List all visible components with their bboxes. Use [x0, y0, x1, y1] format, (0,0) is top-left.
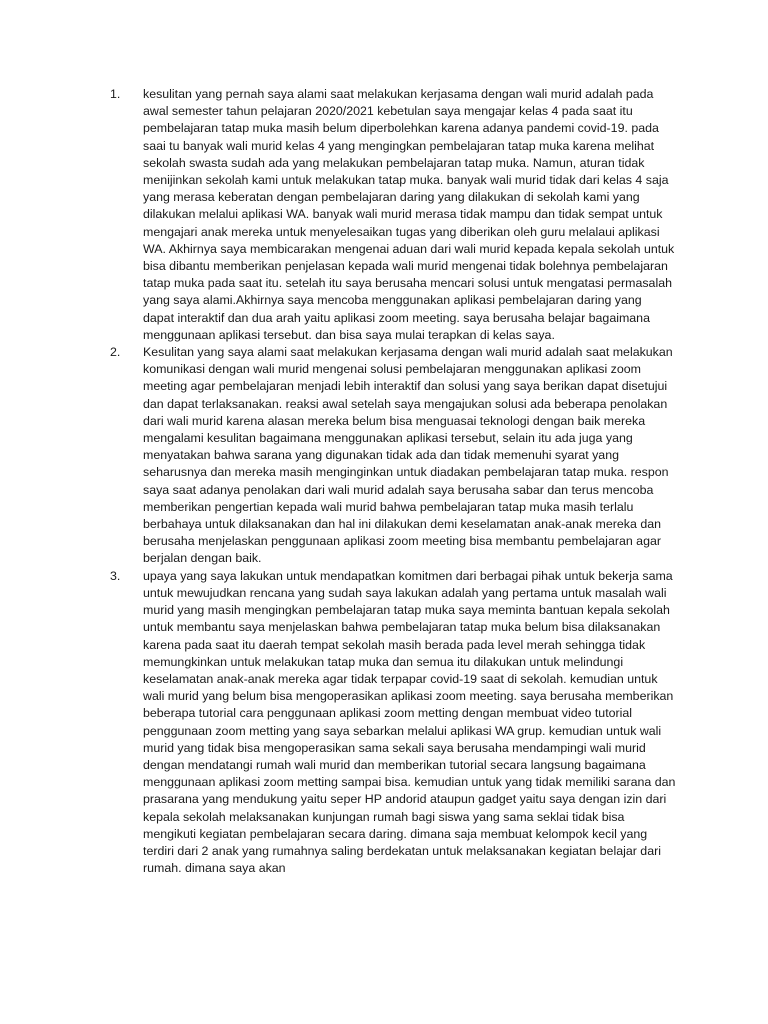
list-item-text: upaya yang saya lakukan untuk mendapatkan komitmen dari berbagai pihak untuk bekerja sama untuk mewujudkan rencana yang sudah saya lakukan adalah yang pertama untuk masalah wali murid yang masih mengingkan pembelajaran tatap muka saya meminta bantuan kepala sekolah untuk membantu saya menjelaskan bahwa pembelajaran tatap muka belum bisa dilaksanakan karena pada saat itu daerah tempat sekolah masih berada pada level merah sehingga tidak memungkinkan untuk melakukan tatap muka dan semua itu dilakukan untuk melindungi keselamatan anak-anak mereka agar tidak terpapar covid-19 saat di sekolah. kemudian untuk wali murid yang belum bisa mengoperasikan aplikasi zoom meeting. saya berusaha memberikan beberapa tutorial cara penggunaan aplikasi zoom metting dengan membuat video tutorial penggunaan zoom metting yang saya sebarkan melalui aplikasi WA grup. kemudian untuk wali murid yang tidak bisa mengoperasikan sama sekali saya berusaha mendampingi wali murid dengan mendatangi rumah wali murid dan memberikan tutorial secara langsung bagaimana menggunaan aplikasi zoom metting sampai bisa. kemudian untuk yang tidak memiliki sarana dan prasarana yang mendukung yaitu seper HP andorid ataupun gadget yaitu saya dengan izin dari kepala sekolah melaksanakan kunjungan rumah bagi siswa yang sama seklai tidak bisa mengikuti kegiatan pembelajaran secara daring. dimana saja membuat kelompok kecil yang terdiri dari 2 anak yang rumahnya saling berdekatan untuk melaksanakan kegiatan belajar dari rumah. dimana saya akan: [143, 568, 676, 876]
numbered-list: [106, 86, 676, 877]
list-item-text: Kesulitan yang saya alami saat melakukan kerjasama dengan wali murid adalah saat melakukan komunikasi dengan wali murid mengenai solusi pembelajaran menggunakan aplikasi zoom meeting agar pembelajaran menjadi lebih interaktif dan solusi yang saya berikan dapat disetujui dan dapat terlaksanakan. reaksi awal setelah saya mengajukan solusi ada beberapa penolakan dari wali murid karena alasan mereka belum bisa menguasai teknologi dengan baik mereka mengalami kesulitan bagaimana menggunakan aplikasi tersebut, selain itu ada juga yang menyatakan bahwa sarana yang digunakan tidak ada dan tidak memenuhi syarat yang seharusnya dan mereka masih menginginkan untuk diadakan pembelajaran tatap muka. respon saya saat adanya penolakan dari wali murid adalah saya berusaha sabar dan terus mencoba memberikan pengertian kepada wali murid bahwa pembelajaran tatap muka masih terlalu berbahaya untuk dilaksanakan dan hal ini dilakukan demi keselamatan anak-anak mereka dan berusaha menjelaskan penggunaan aplikasi zoom meeting bisa membantu pembelajaran agar berjalan dengan baik.: [143, 345, 673, 566]
list-item-number: 1.: [110, 87, 121, 101]
list-item-number: 2.: [110, 345, 121, 360]
list-item: [106, 568, 676, 878]
list-item: [106, 86, 676, 344]
list-item: [106, 344, 676, 568]
list-item-text: kesulitan yang pernah saya alami saat melakukan kerjasama dengan wali murid adalah pada awal semester tahun pelajaran 2020/2021 kebetulan saya mengajar kelas 4 pada saat itu pembelajaran tatap muka masih belum diperbolehkan karena adanya pandemi covid-19. pada saai tu banyak wali murid kelas 4 yang mengingkan pembelajaran tatap muka karena melihat sekolah swasta sudah ada yang melakukan pembelajaran tatap muka. Namun, aturan tidak menijinkan sekolah kami untuk melakukan tatap muka. banyak wali murid tidak dari kelas 4 saja yang merasa keberatan dengan pembelajaran daring yang dilakukan di sekolah kami yang dilakukan melalui aplikasi WA. banyak wali murid merasa tidak mampu dan tidak sempat untuk mengajari anak mereka untuk menyelesaikan tugas yang diberikan oleh guru melalaui aplikasi WA. Akhirnya saya membicarakan mengenai aduan dari wali murid kepada kepala sekolah untuk bisa dibantu memberikan penjelasan kepada wali murid mengenai tidak bolehnya pembelajaran tatap muka pada saat itu. setelah itu saya berusaha mencari solusi untuk mengatasi permasalah yang saya alami.Akhirnya saya mencoba menggunakan aplikasi pembelajaran daring yang dapat interaktif dan dua arah yaitu aplikasi zoom meeting. saya berusaha belajar bagaimana menggunaan aplikasi tersebut. dan bisa saya mulai terapkan di kelas saya.: [143, 87, 675, 342]
list-item-number: 3.: [110, 568, 121, 583]
